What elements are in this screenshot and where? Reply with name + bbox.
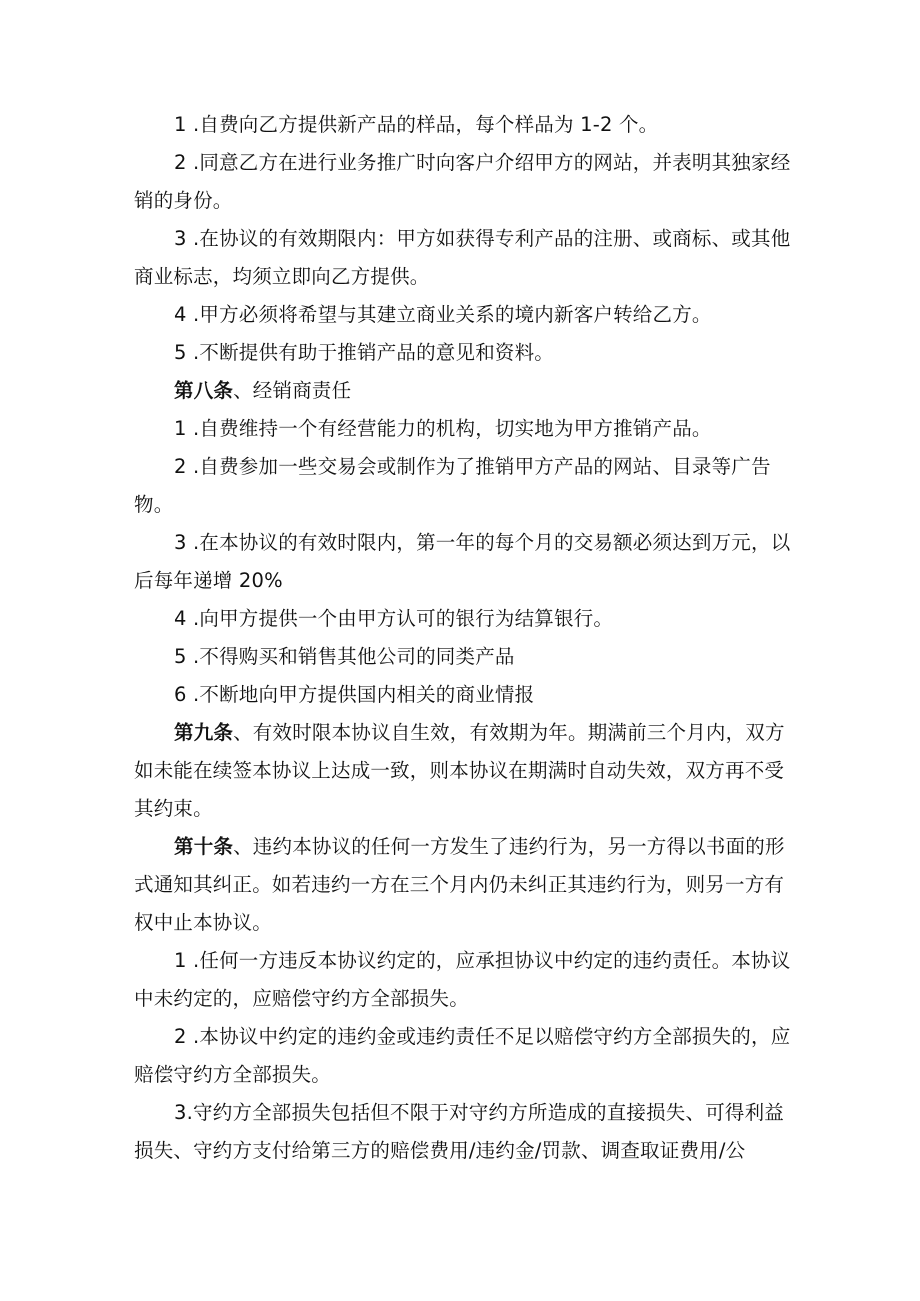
article-8-item-1: 1 .自费维持一个有经营能力的机构，切实地为甲方推销产品。 xyxy=(174,417,712,440)
article-10-number: 第十条 xyxy=(174,835,234,858)
article-10 xyxy=(134,828,794,942)
article-10-item-2: 2 .本协议中约定的违约金或违约责任不足以赔偿守约方全部损失的，应赔偿守约方全部损失。 xyxy=(134,1025,791,1086)
paragraph-supplier-3: 3 .在协议的有效期限内：甲方如获得专利产品的注册、或商标、或其他商业标志，均须立即向乙方提供。 xyxy=(134,227,791,288)
article-8-item-2: 2 .自费参加一些交易会或制作为了推销甲方产品的网站、目录等广告物。 xyxy=(134,455,771,516)
paragraph-supplier-1: 1 .自费向乙方提供新产品的样品，每个样品为 1-2 个。 xyxy=(174,113,659,136)
article-9-number: 第九条 xyxy=(174,721,234,744)
article-9-text: 、有效时限本协议自生效，有效期为年。期满前三个月内，双方如未能在续签本协议上达成一致，则本协议在期满时自动失效，双方再不受其约束。 xyxy=(134,721,785,820)
article-8-heading xyxy=(134,372,794,410)
article-9 xyxy=(134,714,794,828)
article-8-number: 第八条 xyxy=(174,379,234,402)
article-8-item-3: 3 .在本协议的有效时限内，第一年的每个月的交易额必须达到万元，以后每年递增 20% xyxy=(134,531,791,592)
document-body xyxy=(134,106,794,1170)
article-10-item-1: 1 .任何一方违反本协议约定的，应承担协议中约定的违约责任。本协议中未约定的，应赔偿守约方全部损失。 xyxy=(134,949,791,1010)
article-8-item-5: 5 .不得购买和销售其他公司的同类产品 xyxy=(174,645,515,668)
article-8-item-6: 6 .不断地向甲方提供国内相关的商业情报 xyxy=(174,683,535,706)
paragraph-supplier-5: 5 .不断提供有助于推销产品的意见和资料。 xyxy=(174,341,555,364)
article-10-item-3: 3.守约方全部损失包括但不限于对守约方所造成的直接损失、可得利益损失、守约方支付给第三方的赔偿费用/违约金/罚款、调查取证费用/公 xyxy=(134,1101,785,1162)
article-10-text: 、违约本协议的任何一方发生了违约行为，另一方得以书面的形式通知其纠正。如若违约一方在三个月内仍未纠正其违约行为，则另一方有权中止本协议。 xyxy=(134,835,785,934)
article-8-title: 、经销商责任 xyxy=(233,379,352,402)
paragraph-supplier-2: 2 .同意乙方在进行业务推广时向客户介绍甲方的网站，并表明其独家经销的身份。 xyxy=(134,151,791,212)
article-8-item-4: 4 .向甲方提供一个由甲方认可的银行为结算银行。 xyxy=(174,607,614,630)
paragraph-supplier-4: 4 .甲方必须将希望与其建立商业关系的境内新客户转给乙方。 xyxy=(174,303,712,326)
